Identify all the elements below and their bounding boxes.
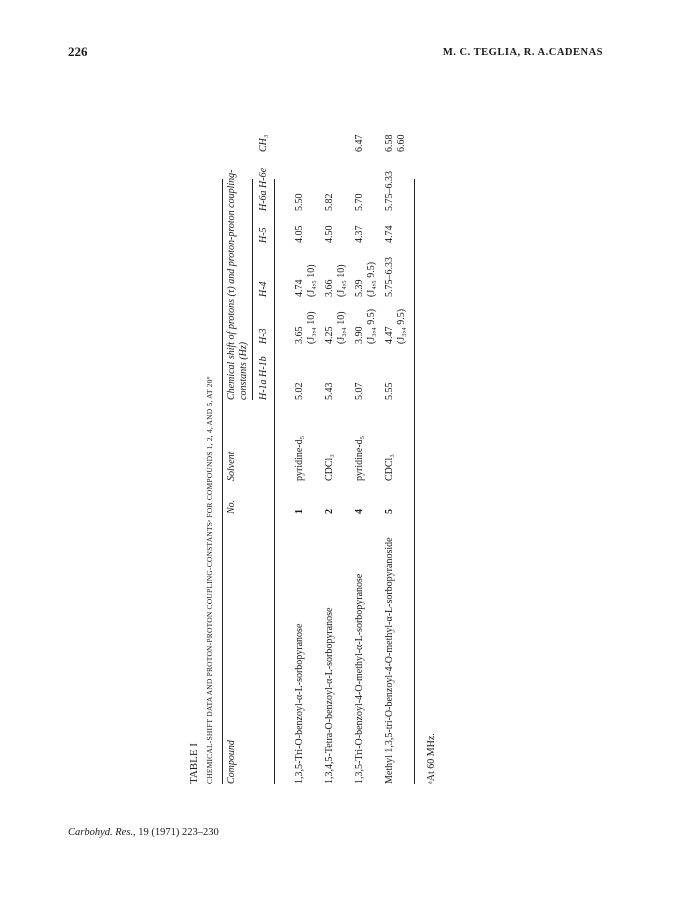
sub-rule [252, 179, 253, 400]
header-h5: H-5 [258, 227, 269, 243]
h3-shift: 4.25 [324, 326, 335, 344]
rotated-table [188, 84, 450, 784]
journal-title: Carbohyd. Res., [68, 827, 136, 838]
h5-shift: 4.50 [324, 225, 335, 243]
h3-shift: 3.65 [294, 326, 305, 344]
compound-name: 1,3,5-Tri-O-benzoyl-α-L-sorbopyranose [294, 623, 305, 784]
page-number: 226 [68, 44, 88, 59]
h3-coupling: (J₃,₄ 10) [336, 311, 347, 344]
h6-shift: 5.82 [324, 193, 335, 211]
h4-shift: 5.75–6.33 [384, 257, 395, 297]
compound-name: 1,3,4,5-Tetra-O-benzoyl-α-L-sorbopyranose [324, 607, 335, 784]
h3-shift: 3.90 [354, 326, 365, 344]
running-head: M. C. TEGLIA, R. A.CADENAS [442, 47, 603, 58]
header-h6a-h6e: H-6a H-6e [258, 167, 269, 211]
header-h3: H-3 [258, 328, 269, 344]
h6-shift: 5.75–6.33 [384, 171, 395, 211]
h1-shift: 5.02 [294, 382, 305, 400]
h5-shift: 4.05 [294, 225, 305, 243]
header-shift-line2: constants (Hz) [238, 341, 249, 400]
compound-number: 4 [354, 509, 365, 514]
h4-coupling: (J₄,₅ 10) [336, 264, 347, 297]
header-h4: H-4 [258, 281, 269, 297]
h3-coupling: (J₃,₄ 9.5) [366, 308, 377, 344]
table-caption: CHEMICAL-SHIFT DATA AND PROTON-PROTON COUPLING-CONSTANTSᵃ FOR COMPOUNDS 1, 2, 4, AND 5, AT 20° [205, 376, 214, 784]
header-solvent: Solvent [226, 451, 237, 481]
h1-shift: 5.07 [354, 382, 365, 400]
h3-coupling: (J₃,₄ 9.5) [396, 308, 407, 344]
ch3-shift: 6.47 [354, 134, 365, 152]
h1-shift: 5.43 [324, 382, 335, 400]
header-rule [274, 179, 275, 784]
h4-coupling: (J₄,₅ 10) [306, 264, 317, 297]
solvent: CDCl₃ [324, 454, 335, 481]
compound-number: 1 [294, 509, 305, 514]
solvent: pyridine-d₅ [294, 435, 305, 481]
h4-shift: 4.74 [294, 279, 305, 297]
h5-shift: 4.37 [354, 225, 365, 243]
h4-shift: 3.66 [324, 279, 335, 297]
journal-volume: 19 (1971) 223–230 [135, 827, 219, 838]
compound-number: 2 [324, 509, 335, 514]
h3-coupling: (J₃,₄ 10) [306, 311, 317, 344]
header-shift-line1: Chemical shift of protons (τ) and proton-proton coupling- [226, 169, 237, 400]
compound-number: 5 [384, 509, 395, 514]
h6-shift: 5.70 [354, 193, 365, 211]
header-ch3: CH₃ [258, 134, 269, 152]
bottom-rule [414, 179, 415, 784]
top-rule [222, 179, 223, 784]
ch3-shift-second: 6.60 [396, 134, 407, 152]
h4-shift: 5.39 [354, 279, 365, 297]
header-compound: Compound [226, 740, 237, 784]
solvent: pyridine-d₅ [354, 435, 365, 481]
solvent: CDCl₃ [384, 454, 395, 481]
h5-shift: 4.74 [384, 225, 395, 243]
h1-shift: 5.55 [384, 382, 395, 400]
h6-shift: 5.50 [294, 193, 305, 211]
h4-coupling: (J₄,₅ 9.5) [366, 261, 377, 297]
compound-name: Methyl 1,3,5-tri-O-benzoyl-4-O-methyl-α-L-sorbopyranoside [384, 537, 395, 784]
table-footnote: ᵃAt 60 MHz. [426, 733, 437, 784]
table-label: TABLE I [188, 743, 200, 784]
ch3-shift: 6.58 [384, 134, 395, 152]
journal-reference [68, 827, 219, 838]
header-h1a-h1b: H-1a H-1b [258, 356, 269, 400]
h3-shift: 4.47 [384, 326, 395, 344]
header-no: No. [226, 499, 237, 514]
compound-name: 1,3,5-Tri-O-benzoyl-4-O-methyl-α-L-sorbopyranose [354, 573, 365, 784]
